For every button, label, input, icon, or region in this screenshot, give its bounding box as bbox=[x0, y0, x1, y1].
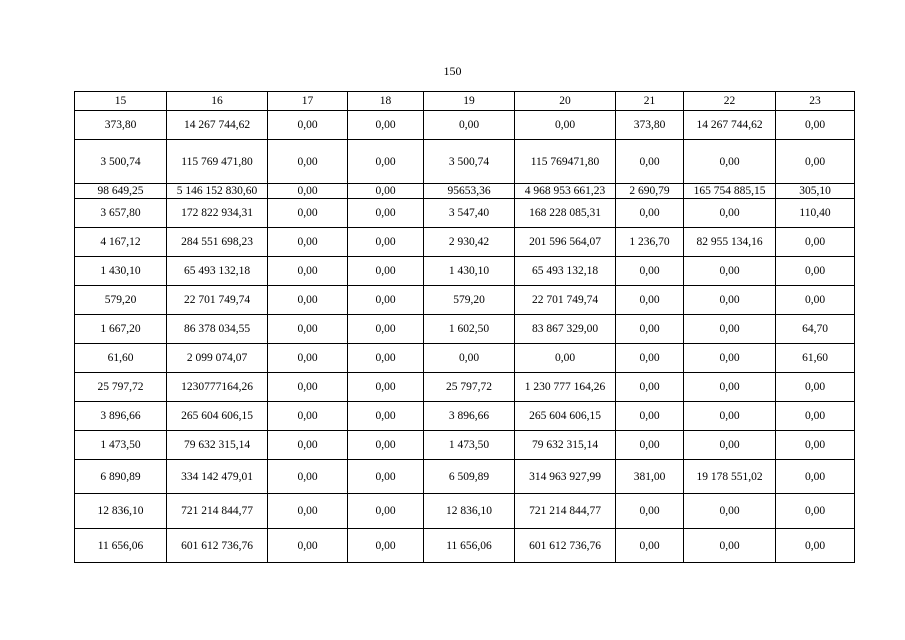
table-row bbox=[75, 373, 855, 402]
table-cell: 12 836,10 bbox=[75, 494, 167, 529]
table-cell: 2 099 074,07 bbox=[167, 344, 268, 373]
table-cell: 0,00 bbox=[268, 373, 348, 402]
column-header: 20 bbox=[515, 92, 616, 111]
table-row bbox=[75, 494, 855, 529]
table-row bbox=[75, 344, 855, 373]
table-cell: 0,00 bbox=[684, 257, 776, 286]
table-row bbox=[75, 402, 855, 431]
table-cell: 265 604 606,15 bbox=[167, 402, 268, 431]
table-cell: 0,00 bbox=[684, 402, 776, 431]
column-header: 16 bbox=[167, 92, 268, 111]
table-cell: 1 430,10 bbox=[75, 257, 167, 286]
table-cell: 25 797,72 bbox=[75, 373, 167, 402]
column-header: 22 bbox=[684, 92, 776, 111]
table-cell: 0,00 bbox=[268, 344, 348, 373]
table-cell: 3 500,74 bbox=[75, 140, 167, 184]
table-cell: 5 146 152 830,60 bbox=[167, 184, 268, 199]
table-cell: 265 604 606,15 bbox=[515, 402, 616, 431]
table-cell: 0,00 bbox=[348, 111, 424, 140]
table-cell: 3 547,40 bbox=[424, 199, 515, 228]
table-cell: 65 493 132,18 bbox=[167, 257, 268, 286]
table-cell: 0,00 bbox=[616, 402, 684, 431]
table-cell: 284 551 698,23 bbox=[167, 228, 268, 257]
table-cell: 1 236,70 bbox=[616, 228, 684, 257]
table-cell: 0,00 bbox=[616, 140, 684, 184]
table-cell: 0,00 bbox=[776, 228, 855, 257]
table-cell: 1 473,50 bbox=[424, 431, 515, 460]
table-cell: 0,00 bbox=[776, 402, 855, 431]
table-cell: 0,00 bbox=[348, 431, 424, 460]
table-cell: 2 930,42 bbox=[424, 228, 515, 257]
table-cell: 0,00 bbox=[616, 344, 684, 373]
table-cell: 0,00 bbox=[616, 315, 684, 344]
table-cell: 0,00 bbox=[268, 140, 348, 184]
table-cell: 98 649,25 bbox=[75, 184, 167, 199]
table-cell: 0,00 bbox=[616, 286, 684, 315]
table-cell: 0,00 bbox=[348, 402, 424, 431]
table-row bbox=[75, 184, 855, 199]
table-cell: 579,20 bbox=[424, 286, 515, 315]
table-cell: 373,80 bbox=[75, 111, 167, 140]
table-cell: 0,00 bbox=[348, 529, 424, 563]
table-cell: 82 955 134,16 bbox=[684, 228, 776, 257]
table-cell: 0,00 bbox=[776, 460, 855, 494]
table-cell: 19 178 551,02 bbox=[684, 460, 776, 494]
table-cell: 0,00 bbox=[348, 494, 424, 529]
column-header: 19 bbox=[424, 92, 515, 111]
table-cell: 3 896,66 bbox=[424, 402, 515, 431]
table-cell: 0,00 bbox=[268, 315, 348, 344]
table-cell: 0,00 bbox=[348, 373, 424, 402]
page-number: 150 bbox=[443, 64, 462, 78]
table-row bbox=[75, 111, 855, 140]
table-row bbox=[75, 199, 855, 228]
table-cell: 3 657,80 bbox=[75, 199, 167, 228]
table-row bbox=[75, 140, 855, 184]
table-cell: 79 632 315,14 bbox=[515, 431, 616, 460]
table-cell: 0,00 bbox=[684, 373, 776, 402]
table-cell: 3 500,74 bbox=[424, 140, 515, 184]
table-cell: 201 596 564,07 bbox=[515, 228, 616, 257]
table-cell: 0,00 bbox=[684, 199, 776, 228]
table-cell: 0,00 bbox=[776, 529, 855, 563]
table-cell: 0,00 bbox=[776, 257, 855, 286]
table-cell: 0,00 bbox=[348, 140, 424, 184]
table-cell: 61,60 bbox=[75, 344, 167, 373]
table-cell: 314 963 927,99 bbox=[515, 460, 616, 494]
table-cell: 0,00 bbox=[616, 257, 684, 286]
table-cell: 601 612 736,76 bbox=[515, 529, 616, 563]
table-cell: 0,00 bbox=[776, 373, 855, 402]
table-cell: 95653,36 bbox=[424, 184, 515, 199]
table-cell: 25 797,72 bbox=[424, 373, 515, 402]
header-row bbox=[75, 92, 855, 111]
column-header: 23 bbox=[776, 92, 855, 111]
table-cell: 0,00 bbox=[268, 286, 348, 315]
table-row bbox=[75, 315, 855, 344]
table-cell: 721 214 844,77 bbox=[167, 494, 268, 529]
table-cell: 0,00 bbox=[348, 315, 424, 344]
table-cell: 172 822 934,31 bbox=[167, 199, 268, 228]
table-cell: 0,00 bbox=[616, 494, 684, 529]
table-cell: 579,20 bbox=[75, 286, 167, 315]
table-cell: 0,00 bbox=[268, 494, 348, 529]
table-cell: 110,40 bbox=[776, 199, 855, 228]
table-cell: 601 612 736,76 bbox=[167, 529, 268, 563]
table-cell: 0,00 bbox=[515, 344, 616, 373]
table-row bbox=[75, 228, 855, 257]
table-cell: 12 836,10 bbox=[424, 494, 515, 529]
table-cell: 64,70 bbox=[776, 315, 855, 344]
table-row bbox=[75, 529, 855, 563]
table-cell: 0,00 bbox=[616, 431, 684, 460]
table-cell: 0,00 bbox=[776, 286, 855, 315]
table-cell: 3 896,66 bbox=[75, 402, 167, 431]
table-cell: 0,00 bbox=[424, 344, 515, 373]
table-cell: 61,60 bbox=[776, 344, 855, 373]
table-cell: 86 378 034,55 bbox=[167, 315, 268, 344]
table-cell: 2 690,79 bbox=[616, 184, 684, 199]
table-cell: 0,00 bbox=[684, 286, 776, 315]
table-cell: 0,00 bbox=[684, 494, 776, 529]
table-cell: 0,00 bbox=[348, 199, 424, 228]
table-cell: 0,00 bbox=[268, 431, 348, 460]
table-row bbox=[75, 257, 855, 286]
table-cell: 4 968 953 661,23 bbox=[515, 184, 616, 199]
table-cell: 4 167,12 bbox=[75, 228, 167, 257]
table-cell: 0,00 bbox=[268, 199, 348, 228]
table-cell: 0,00 bbox=[515, 111, 616, 140]
table-cell: 0,00 bbox=[684, 140, 776, 184]
table-cell: 0,00 bbox=[348, 184, 424, 199]
table-cell: 0,00 bbox=[776, 431, 855, 460]
table-cell: 334 142 479,01 bbox=[167, 460, 268, 494]
table-cell: 1 602,50 bbox=[424, 315, 515, 344]
table-cell: 22 701 749,74 bbox=[167, 286, 268, 315]
table-cell: 0,00 bbox=[684, 315, 776, 344]
data-table bbox=[74, 91, 855, 563]
table-cell: 1 230 777 164,26 bbox=[515, 373, 616, 402]
table-cell: 0,00 bbox=[684, 431, 776, 460]
table-cell: 0,00 bbox=[348, 228, 424, 257]
table-cell: 115 769 471,80 bbox=[167, 140, 268, 184]
table-cell: 0,00 bbox=[684, 344, 776, 373]
table-cell: 0,00 bbox=[268, 529, 348, 563]
table-cell: 373,80 bbox=[616, 111, 684, 140]
table-cell: 11 656,06 bbox=[75, 529, 167, 563]
table-cell: 0,00 bbox=[348, 344, 424, 373]
table-cell: 0,00 bbox=[268, 184, 348, 199]
table-cell: 0,00 bbox=[776, 494, 855, 529]
table-cell: 305,10 bbox=[776, 184, 855, 199]
table-row bbox=[75, 286, 855, 315]
column-header: 15 bbox=[75, 92, 167, 111]
table-cell: 11 656,06 bbox=[424, 529, 515, 563]
table-cell: 6 890,89 bbox=[75, 460, 167, 494]
table-cell: 0,00 bbox=[348, 460, 424, 494]
table-cell: 0,00 bbox=[776, 140, 855, 184]
table-cell: 115 769471,80 bbox=[515, 140, 616, 184]
table-cell: 0,00 bbox=[616, 199, 684, 228]
column-header: 17 bbox=[268, 92, 348, 111]
table-cell: 0,00 bbox=[268, 257, 348, 286]
table-cell: 0,00 bbox=[268, 402, 348, 431]
table-cell: 0,00 bbox=[348, 257, 424, 286]
table-cell: 1 473,50 bbox=[75, 431, 167, 460]
table-cell: 14 267 744,62 bbox=[684, 111, 776, 140]
table-row bbox=[75, 431, 855, 460]
table-cell: 721 214 844,77 bbox=[515, 494, 616, 529]
table-cell: 0,00 bbox=[268, 228, 348, 257]
table-cell: 0,00 bbox=[616, 373, 684, 402]
table-cell: 0,00 bbox=[268, 111, 348, 140]
table-cell: 0,00 bbox=[616, 529, 684, 563]
table-cell: 79 632 315,14 bbox=[167, 431, 268, 460]
table-cell: 0,00 bbox=[776, 111, 855, 140]
column-header: 21 bbox=[616, 92, 684, 111]
table-cell: 0,00 bbox=[268, 460, 348, 494]
table-cell: 65 493 132,18 bbox=[515, 257, 616, 286]
table-cell: 14 267 744,62 bbox=[167, 111, 268, 140]
table-cell: 6 509,89 bbox=[424, 460, 515, 494]
table-cell: 83 867 329,00 bbox=[515, 315, 616, 344]
table-cell: 168 228 085,31 bbox=[515, 199, 616, 228]
table-cell: 1 667,20 bbox=[75, 315, 167, 344]
column-header: 18 bbox=[348, 92, 424, 111]
table-cell: 1230777164,26 bbox=[167, 373, 268, 402]
table-cell: 0,00 bbox=[684, 529, 776, 563]
table-cell: 22 701 749,74 bbox=[515, 286, 616, 315]
table-cell: 0,00 bbox=[348, 286, 424, 315]
table-row bbox=[75, 460, 855, 494]
table-cell: 381,00 bbox=[616, 460, 684, 494]
table-cell: 1 430,10 bbox=[424, 257, 515, 286]
table-cell: 165 754 885,15 bbox=[684, 184, 776, 199]
table-cell: 0,00 bbox=[424, 111, 515, 140]
